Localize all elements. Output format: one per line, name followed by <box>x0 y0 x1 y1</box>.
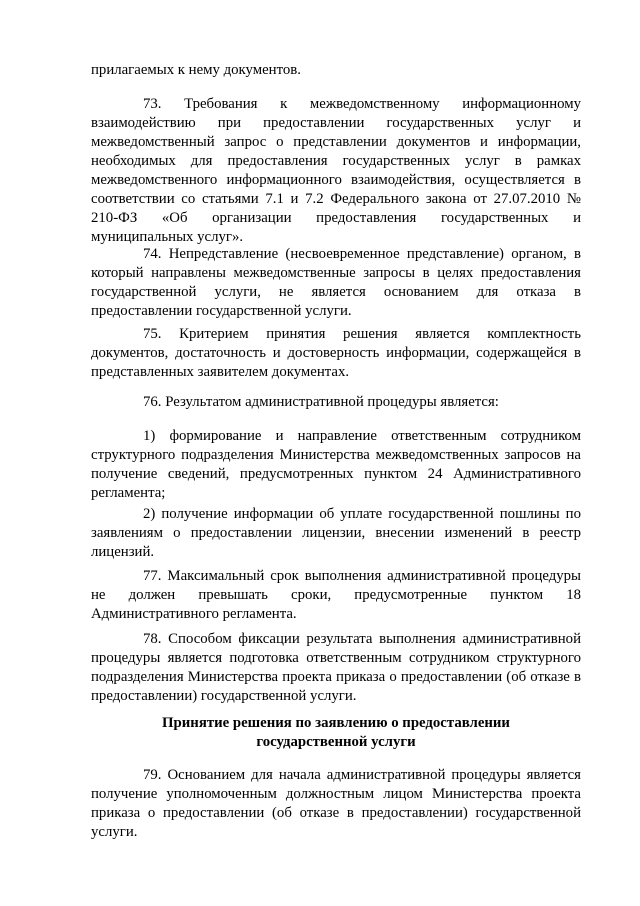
paragraph-intro: прилагаемых к нему документов. <box>91 62 301 78</box>
paragraph-75: 75. Критерием принятия решения является комплектность документов, достаточность и достоверность информации, содержащейся в представленных заявителем документах. <box>91 326 581 380</box>
section-heading <box>91 714 581 752</box>
paragraph-76-item-2: 2) получение информации об уплате государственной пошлины по заявлениям о предоставлении лицензии, внесении изменений в реестр лицензий. <box>91 506 581 560</box>
paragraph-76-item-1: 1) формирование и направление ответственным сотрудником структурного подразделения Министерства межведомственных запросов на получение сведений, предусмотренных пунктом 24 Административного регламента; <box>91 428 581 501</box>
paragraph-78: 78. Способом фиксации результата выполнения административной процедуры является подготовка ответственным сотрудником структурного подразделения Министерства проекта приказа о предоставлении (об отказе в предоставлении) государственной услуги. <box>91 631 581 704</box>
paragraph-73: 73. Требования к межведомственному информационному взаимодействию при предоставлении государственных услуг и межведомственный запрос о представлении документов и информации, необходимых для предоставления государственных услуг в рамках межведомственного информационного взаимодействия, осуществляется в соответствии со статьями 7.1 и 7.2 Федерального закона от 27.07.2010 № 210-ФЗ «Об организации предоставления государственных и муниципальных услуг». <box>91 96 581 245</box>
paragraph-76: 76. Результатом административной процедуры является: <box>143 394 499 410</box>
section-heading-line-1: Принятие решения по заявлению о предоставлении <box>162 715 510 731</box>
paragraph-74: 74. Непредставление (несвоевременное представление) органом, в который направлены межведомственные запросы в целях предоставления государственной услуги, не является основанием для отказа в предоставлении государственной услуги. <box>91 246 581 319</box>
paragraph-79: 79. Основанием для начала административной процедуры является получение уполномоченным должностным лицом Министерства проекта приказа о предоставлении (об отказе в предоставлении) государственной услуги. <box>91 767 581 840</box>
section-heading-line-2: государственной услуги <box>256 734 416 750</box>
paragraph-77: 77. Максимальный срок выполнения административной процедуры не должен превышать сроки, предусмотренные пунктом 18 Административного регламента. <box>91 568 581 622</box>
